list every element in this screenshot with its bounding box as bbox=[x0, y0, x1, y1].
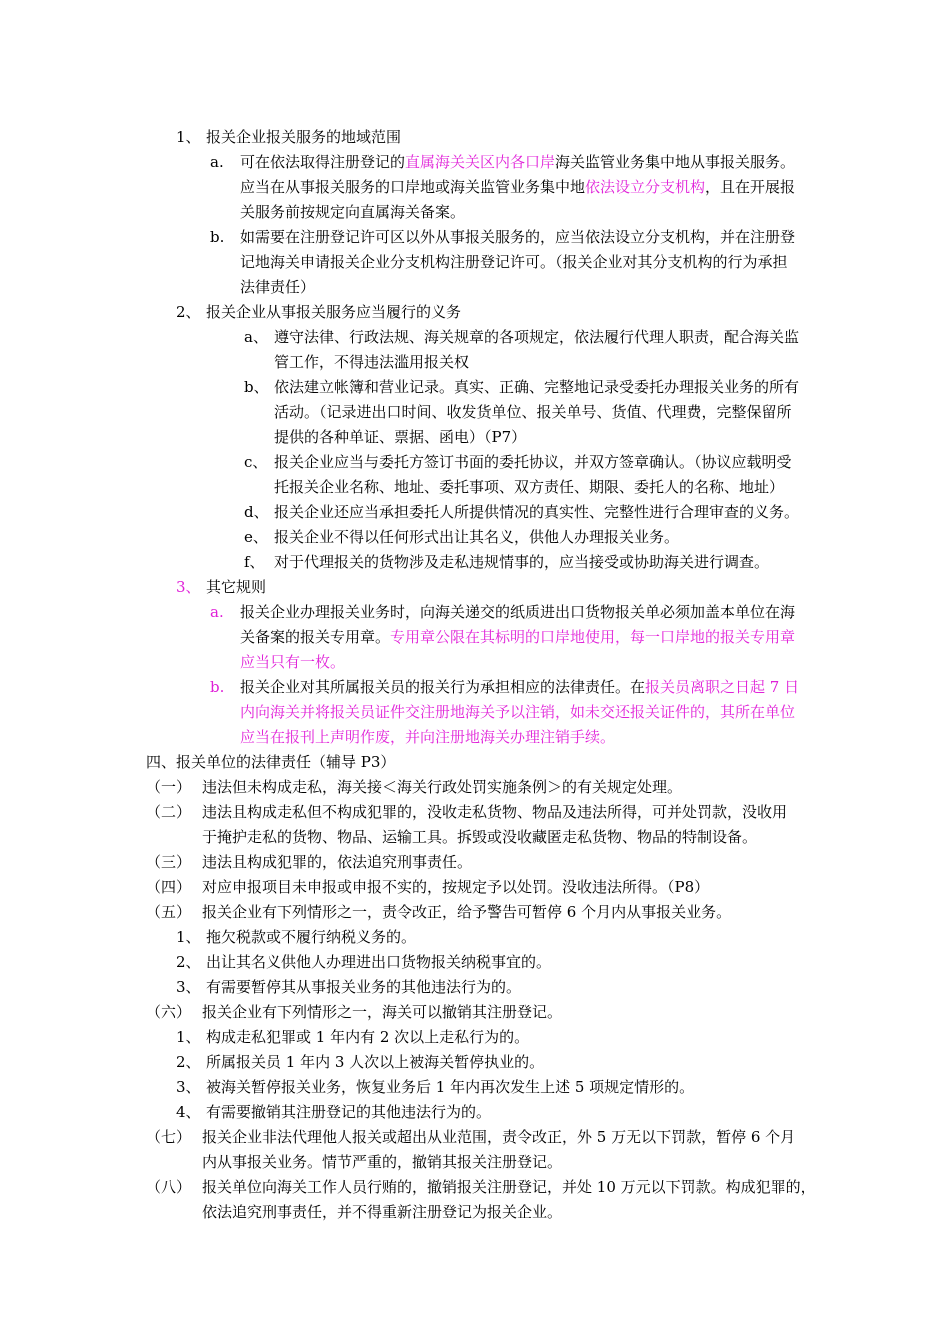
s1-b-line1 bbox=[210, 225, 795, 250]
s2-d-line1 bbox=[244, 500, 799, 525]
s3-a-highlight: 专用章公限在其标明的口岸地使用，每一口岸地的报关专用章 bbox=[390, 628, 796, 646]
s1-a-text: ，且在开展报 bbox=[705, 178, 796, 196]
s2-f-line1 bbox=[244, 550, 769, 575]
s2-b-text: 依法建立帐簿和营业记录。真实、正确、完整地记录受委托办理报关业务的所有 bbox=[274, 378, 800, 396]
s3-marker: 3、 bbox=[176, 578, 201, 596]
s4-i7-text: 报关企业非法代理他人报关或超出从业范围，责令改正，外 5 万无以下罚款，暂停 6 个月 bbox=[202, 1128, 796, 1146]
s1-a-line1 bbox=[210, 150, 795, 175]
s2-a-marker: a、 bbox=[244, 328, 268, 346]
s4-i2-line1 bbox=[146, 800, 787, 825]
s2-c-marker: c、 bbox=[244, 453, 268, 471]
s2-e-marker: e、 bbox=[244, 528, 268, 546]
s3-b-marker: b. bbox=[210, 678, 225, 696]
s4-i8-line1 bbox=[146, 1175, 816, 1200]
s1-a-marker: a. bbox=[210, 153, 224, 171]
s2-c-text: 报关企业应当与委托方签订书面的委托协议，并双方签章确认。（协议应载明受 bbox=[274, 453, 792, 471]
sub-marker: 4、 bbox=[176, 1103, 201, 1121]
s2-b-line1 bbox=[244, 375, 799, 400]
s3-b-line1 bbox=[210, 675, 799, 700]
s4-i2-line2: 于掩护走私的货物、物品、运输工具。拆毁或没收藏匿走私货物、物品的特制设备。 bbox=[202, 828, 758, 846]
s4-i6-sub2 bbox=[176, 1050, 544, 1075]
s4-i6-sub1 bbox=[176, 1025, 529, 1050]
s1-heading bbox=[176, 125, 401, 150]
s4-i3-marker: （三） bbox=[146, 853, 192, 871]
s4-i4-marker: （四） bbox=[146, 878, 192, 896]
sub-text: 构成走私犯罪或 1 年内有 2 次以上走私行为的。 bbox=[206, 1028, 530, 1046]
s4-i8-marker: （八） bbox=[146, 1178, 192, 1196]
s1-a-text: 海关监管业务集中地从事报关服务。 bbox=[555, 153, 796, 171]
s1-b-line2: 记地海关申请报关企业分支机构注册登记许可。（报关企业对其分支机构的行为承担 bbox=[240, 253, 788, 271]
s2-heading bbox=[176, 300, 461, 325]
s2-b-line3: 提供的各种单证、票据、函电）（P7） bbox=[274, 428, 527, 446]
sub-text: 所属报关员 1 年内 3 人次以上被海关暂停执业的。 bbox=[206, 1053, 545, 1071]
s3-a-line3: 应当只有一枚。 bbox=[240, 653, 346, 671]
s3-b-text: 报关企业对其所属报关员的报关行为承担相应的法律责任。在 bbox=[240, 678, 646, 696]
s4-i1-text: 违法但未构成走私，海关接＜海关行政处罚实施条例＞的有关规定处理。 bbox=[202, 778, 683, 796]
s2-c-line1 bbox=[244, 450, 792, 475]
s2-marker: 2、 bbox=[176, 303, 201, 321]
s4-i5-text: 报关企业有下列情形之一，责令改正，给予警告可暂停 6 个月内从事报关业务。 bbox=[202, 903, 732, 921]
s1-a-text: 可在依法取得注册登记的 bbox=[240, 153, 406, 171]
s2-f-text: 对于代理报关的货物涉及走私违规情事的，应当接受或协助海关进行调查。 bbox=[274, 553, 770, 571]
s2-title: 报关企业从事报关服务应当履行的义务 bbox=[206, 303, 462, 321]
s4-i6-marker: （六） bbox=[146, 1003, 192, 1021]
s4-i4-text: 对应申报项目未申报或申报不实的，按规定予以处罚。没收违法所得。（P8） bbox=[202, 878, 710, 896]
s4-i5-sub1 bbox=[176, 925, 416, 950]
sub-marker: 3、 bbox=[176, 1078, 201, 1096]
s4-heading: 四、报关单位的法律责任（辅导 P3） bbox=[146, 753, 396, 771]
sub-text: 有需要撤销其注册登记的其他违法行为的。 bbox=[206, 1103, 492, 1121]
s4-i3-text: 违法且构成犯罪的，依法追究刑事责任。 bbox=[202, 853, 473, 871]
s1-marker: 1、 bbox=[176, 128, 201, 146]
sub-marker: 1、 bbox=[176, 928, 201, 946]
s3-a-marker: a. bbox=[210, 603, 224, 621]
s4-i2-marker: （二） bbox=[146, 803, 192, 821]
sub-text: 被海关暂停报关业务，恢复业务后 1 年内再次发生上述 5 项规定情形的。 bbox=[206, 1078, 695, 1096]
sub-text: 拖欠税款或不履行纳税义务的。 bbox=[206, 928, 417, 946]
sub-text: 出让其名义供他人办理进出口货物报关纳税事宜的。 bbox=[206, 953, 552, 971]
s4-i7-line2: 内从事报关业务。情节严重的，撤销其报关注册登记。 bbox=[202, 1153, 563, 1171]
s4-i4-line1 bbox=[146, 875, 709, 900]
s1-a-text: 应当在从事报关服务的口岸地或海关监管业务集中地 bbox=[240, 178, 586, 196]
s4-i5-sub3 bbox=[176, 975, 521, 1000]
s4-i6-text: 报关企业有下列情形之一，海关可以撤销其注册登记。 bbox=[202, 1003, 563, 1021]
s4-i5-line1 bbox=[146, 900, 731, 925]
s2-a-line2: 管工作，不得违法滥用报关权 bbox=[274, 353, 470, 371]
s3-a-text: 报关企业办理报关业务时，向海关递交的纸质进出口货物报关单必须加盖本单位在海 bbox=[240, 603, 796, 621]
sub-marker: 2、 bbox=[176, 1053, 201, 1071]
s2-f-marker: f、 bbox=[244, 553, 265, 571]
s2-a-text: 遵守法律、行政法规、海关规章的各项规定，依法履行代理人职责，配合海关监 bbox=[274, 328, 800, 346]
s4-i5-marker: （五） bbox=[146, 903, 192, 921]
s3-b-highlight: 报关员离职之日起 7 日 bbox=[645, 678, 800, 696]
s4-i5-sub2 bbox=[176, 950, 551, 975]
s1-title: 报关企业报关服务的地域范围 bbox=[206, 128, 402, 146]
s4-i8-line2: 依法追究刑事责任，并不得重新注册登记为报关企业。 bbox=[202, 1203, 563, 1221]
s3-a-line2 bbox=[240, 625, 795, 650]
s2-e-text: 报关企业不得以任何形式出让其名义，供他人办理报关业务。 bbox=[274, 528, 680, 546]
s1-a-highlight: 依法设立分支机构 bbox=[585, 178, 706, 196]
s4-i1-line1 bbox=[146, 775, 682, 800]
s1-b-line3: 法律责任） bbox=[240, 278, 316, 296]
s4-i7-line1 bbox=[146, 1125, 795, 1150]
s4-i1-marker: （一） bbox=[146, 778, 192, 796]
s1-a-highlight: 直属海关关区内各口岸 bbox=[405, 153, 556, 171]
s4-i6-sub4 bbox=[176, 1100, 491, 1125]
s2-b-line2: 活动。（记录进出口时间、收发货单位、报关单号、货值、代理费，完整保留所 bbox=[274, 403, 792, 421]
sub-marker: 3、 bbox=[176, 978, 201, 996]
s2-b-marker: b、 bbox=[244, 378, 269, 396]
s3-b-line2: 内向海关并将报关员证件交注册地海关予以注销，如未交还报关证件的，其所在单位 bbox=[240, 703, 796, 721]
s2-a-line1 bbox=[244, 325, 799, 350]
s2-d-text: 报关企业还应当承担委托人所提供情况的真实性、完整性进行合理审查的义务。 bbox=[274, 503, 800, 521]
s4-i6-line1 bbox=[146, 1000, 562, 1025]
s3-heading bbox=[176, 575, 266, 600]
s1-a-line2 bbox=[240, 175, 795, 200]
s1-a-line3: 关服务前按规定向直属海关备案。 bbox=[240, 203, 466, 221]
s4-i2-text: 违法且构成走私但不构成犯罪的，没收走私货物、物品及违法所得，可并处罚款，没收用 bbox=[202, 803, 788, 821]
s2-d-marker: d、 bbox=[244, 503, 269, 521]
s3-a-line1 bbox=[210, 600, 795, 625]
s3-a-text: 关备案的报关专用章。 bbox=[240, 628, 391, 646]
s1-b-text: 如需要在注册登记许可区以外从事报关服务的，应当依法设立分支机构，并在注册登 bbox=[240, 228, 796, 246]
sub-marker: 1、 bbox=[176, 1028, 201, 1046]
s4-i7-marker: （七） bbox=[146, 1128, 192, 1146]
s2-e-line1 bbox=[244, 525, 679, 550]
s3-title: 其它规则 bbox=[206, 578, 267, 596]
s4-i8-text: 报关单位向海关工作人员行贿的，撤销报关注册登记，并处 10 万元以下罚款。构成犯罪的， bbox=[202, 1178, 816, 1196]
s3-b-line3: 应当在报刊上声明作废，并向注册地海关办理注销手续。 bbox=[240, 728, 616, 746]
sub-marker: 2、 bbox=[176, 953, 201, 971]
s2-c-line2: 托报关企业名称、地址、委托事项、双方责任、期限、委托人的名称、地址） bbox=[274, 478, 785, 496]
s4-i6-sub3 bbox=[176, 1075, 694, 1100]
s4-i3-line1 bbox=[146, 850, 472, 875]
s1-b-marker: b. bbox=[210, 228, 225, 246]
sub-text: 有需要暂停其从事报关业务的其他违法行为的。 bbox=[206, 978, 522, 996]
